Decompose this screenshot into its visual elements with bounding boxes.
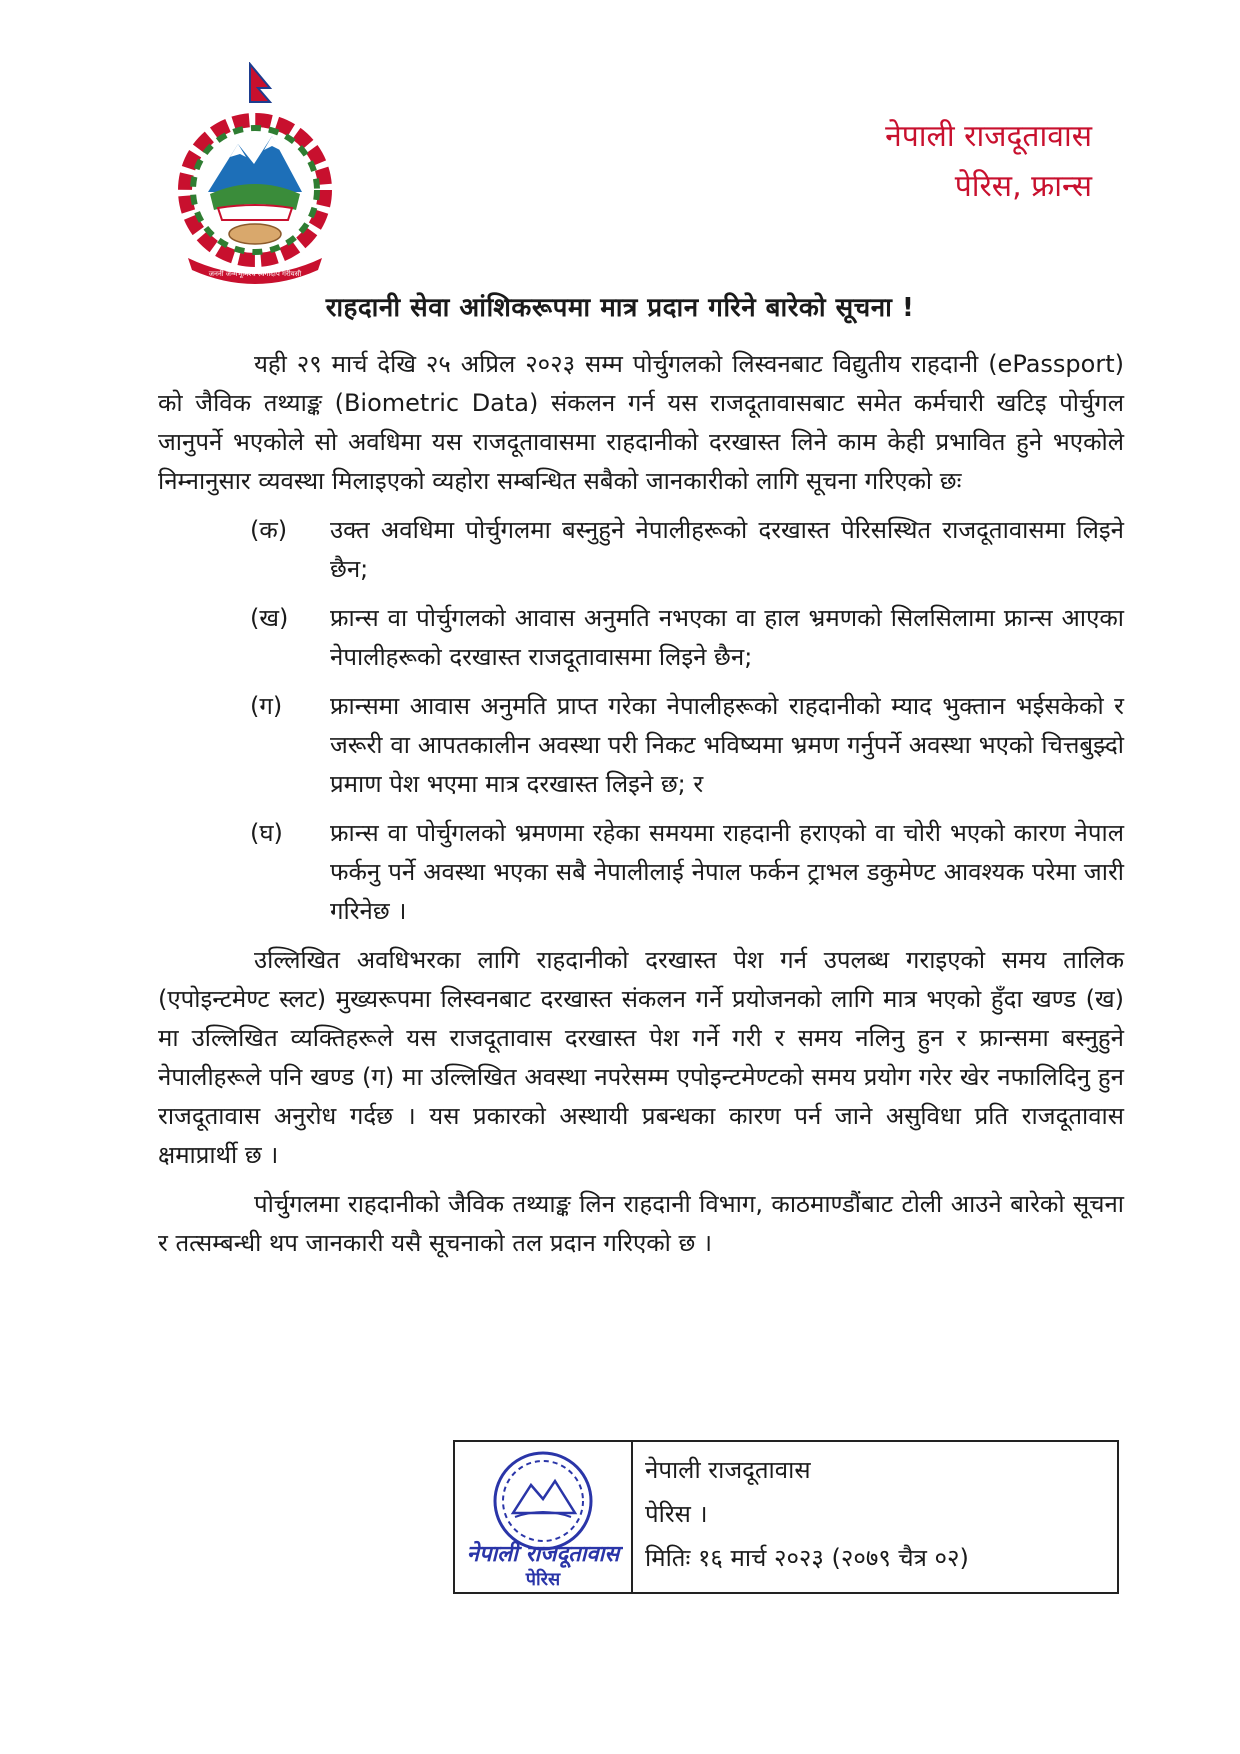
- list-item: [250, 599, 1124, 677]
- nepal-emblem-icon: [178, 62, 332, 290]
- svg-text:नेपाली राजदूतावास: नेपाली राजदूतावास: [466, 1542, 620, 1567]
- signature-text: [633, 1442, 1117, 1592]
- svg-text:जननी जन्मभूमिश्च स्वर्गादपि गर: जननी जन्मभूमिश्च स्वर्गादपि गरीयसी: [208, 270, 302, 278]
- item-label: (ग): [250, 692, 283, 720]
- list-item: [250, 814, 1124, 931]
- item-label: (क): [250, 516, 288, 544]
- item-text: फ्रान्स वा पोर्चुगलको भ्रमणमा रहेका समयमा राहदानी हराएको वा चोरी भएको कारण नेपाल फर्कनु पर्ने अवस्था भएका सबै नेपालीलाई नेपाल फर्कन ट्राभल डकुमेण्ट आवश्यक परेमा जारी गरिनेछ ।: [330, 819, 1124, 925]
- signature-city: पेरिस ।: [645, 1500, 708, 1528]
- notice-body: [158, 345, 1124, 1273]
- notice-title: राहदानी सेवा आंशिकरूपमा मात्र प्रदान गरिने बारेको सूचना !: [325, 293, 915, 323]
- item-text: उक्त अवधिमा पोर्चुगलमा बस्नुहुने नेपालीहरूको दरखास्त पेरिसस्थित राजदूतावासमा लिइने छैन;: [330, 516, 1124, 583]
- list-item: [250, 687, 1124, 804]
- signature-date: मितिः १६ मार्च २०२३ (२०७९ चैत्र ०२): [645, 1544, 969, 1572]
- item-text: फ्रान्समा आवास अनुमति प्राप्त गरेका नेपालीहरूको राहदानीको म्याद भुक्तान भईसकेको र जरूरी वा आपतकालीन अवस्था परी निकट भविष्यमा भ्रमण गर्नुपर्ने अवस्था भएको चित्तबुझ्दो प्रमाण पेश भएमा मात्र दरखास्त लिइने छ; र: [330, 692, 1124, 798]
- notice-item-list: [158, 511, 1124, 931]
- list-item: [250, 511, 1124, 589]
- item-label: (घ): [250, 819, 283, 847]
- intro-paragraph: यही २९ मार्च देखि २५ अप्रिल २०२३ सम्म पोर्चुगलको लिस्वनबाट विद्युतीय राहदानी (ePassport) को जैविक तथ्याङ्क (Biometric Data) संकलन गर्न यस राजदूतावासबाट समेत कर्मचारी खटिइ पोर्चुगल जानुपर्ने भएकोले सो अवधिमा यस राजदूतावासमा राहदानीको दरखास्त लिने काम केही प्रभावित हुने भएकोले निम्नानुसार व्यवस्था मिलाइएको व्यहोरा सम्बन्धित सबैको जानकारीको लागि सूचना गरिएको छः: [158, 350, 1124, 495]
- item-label: (ख): [250, 604, 289, 632]
- second-paragraph: उल्लिखित अवधिभरका लागि राहदानीको दरखास्त पेश गर्न उपलब्ध गराइएको समय तालिक (एपोइन्टमेण्ट स्लट) मुख्यरूपमा लिस्वनबाट दरखास्त संकलन गर्ने प्रयोजनको लागि मात्र भएको हुँदा खण्ड (ख) मा उल्लिखित व्यक्तिहरूले यस राजदूतावास दरखास्त पेश गर्ने गरी र समय नलिनु हुन र फ्रान्समा बस्नुहुने नेपालीहरूले पनि खण्ड (ग) मा उल्लिखित अवस्था नपरेसम्म एपोइन्टमेण्टको समय प्रयोग गरेर खेर नफालिदिनु हुन राजदूतावास अनुरोध गर्दछ । यस प्रकारको अस्थायी प्रबन्धका कारण पर्न जाने असुविधा प्रति राजदूतावास क्षमाप्रार्थी छ ।: [158, 946, 1124, 1169]
- office-header: [885, 112, 1092, 212]
- item-text: फ्रान्स वा पोर्चुगलको आवास अनुमति नभएका वा हाल भ्रमणको सिलसिलामा फ्रान्स आएका नेपालीहरूको दरखास्त राजदूतावासमा लिइने छैन;: [330, 604, 1124, 671]
- signature-office: नेपाली राजदूतावास: [645, 1456, 811, 1484]
- office-name: नेपाली राजदूतावास: [885, 119, 1092, 154]
- embassy-seal-icon: [455, 1442, 633, 1592]
- third-paragraph: पोर्चुगलमा राहदानीको जैविक तथ्याङ्क लिन राहदानी विभाग, काठमाण्डौंबाट टोली आउने बारेको सूचना र तत्सम्बन्धी थप जानकारी यसै सूचनाको तल प्रदान गरिएको छ ।: [158, 1190, 1124, 1257]
- signature-box: [453, 1440, 1119, 1594]
- svg-text:पेरिस: पेरिस: [525, 1569, 561, 1590]
- office-location: पेरिस, फ्रान्स: [954, 169, 1092, 204]
